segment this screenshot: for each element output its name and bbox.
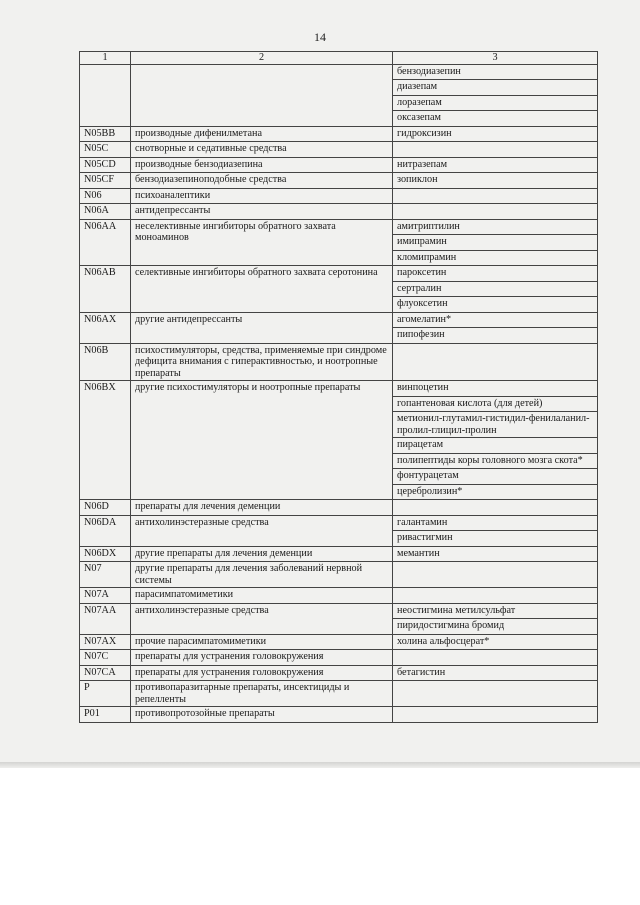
group-name-cell: селективные ингибиторы обратного захвата серотонина bbox=[131, 266, 393, 313]
atc-code-cell: N07A bbox=[80, 588, 131, 604]
atc-code-cell: N06AB bbox=[80, 266, 131, 313]
drug-name-cell: церебролизин* bbox=[393, 484, 598, 500]
drug-name-cell: гидроксизин bbox=[393, 126, 598, 142]
table-row bbox=[80, 381, 598, 397]
atc-code-cell: N05CF bbox=[80, 173, 131, 189]
table-row bbox=[80, 173, 598, 189]
group-name-cell: антидепрессанты bbox=[131, 204, 393, 220]
group-name-cell: производные бензодиазепина bbox=[131, 157, 393, 173]
atc-code-cell: N07C bbox=[80, 650, 131, 666]
table-row bbox=[80, 515, 598, 531]
atc-code-cell: N05CD bbox=[80, 157, 131, 173]
atc-code-cell bbox=[80, 64, 131, 126]
drug-name-cell bbox=[393, 650, 598, 666]
drug-name-cell: бензодиазепин bbox=[393, 64, 598, 80]
table-row bbox=[80, 500, 598, 516]
table-row bbox=[80, 64, 598, 80]
drug-name-cell: диазепам bbox=[393, 80, 598, 96]
drug-name-cell bbox=[393, 500, 598, 516]
atc-code-cell: N07CA bbox=[80, 665, 131, 681]
table-row bbox=[80, 603, 598, 619]
drug-name-cell bbox=[393, 142, 598, 158]
column-header-1: 1 bbox=[80, 52, 131, 65]
table-row bbox=[80, 204, 598, 220]
table-row bbox=[80, 219, 598, 235]
drug-name-cell: неостигмина метилсульфат bbox=[393, 603, 598, 619]
group-name-cell: другие препараты для лечения заболеваний нервной системы bbox=[131, 562, 393, 588]
atc-code-cell: N07AA bbox=[80, 603, 131, 634]
atc-code-cell: N06A bbox=[80, 204, 131, 220]
drug-name-cell: мемантин bbox=[393, 546, 598, 562]
group-name-cell: антихолинэстеразные средства bbox=[131, 515, 393, 546]
table-body bbox=[80, 64, 598, 722]
drug-name-cell: галантамин bbox=[393, 515, 598, 531]
group-name-cell bbox=[131, 64, 393, 126]
drug-name-cell: полипептиды коры головного мозга скота* bbox=[393, 453, 598, 469]
drug-name-cell: пароксетин bbox=[393, 266, 598, 282]
group-name-cell: противопротозойные препараты bbox=[131, 707, 393, 723]
table-row bbox=[80, 650, 598, 666]
table-row bbox=[80, 634, 598, 650]
drug-name-cell: пиридостигмина бромид bbox=[393, 619, 598, 635]
drug-name-cell: винпоцетин bbox=[393, 381, 598, 397]
drug-name-cell bbox=[393, 588, 598, 604]
atc-code-cell: N06B bbox=[80, 343, 131, 381]
group-name-cell: неселективные ингибиторы обратного захвата моноаминов bbox=[131, 219, 393, 266]
group-name-cell: другие психостимуляторы и ноотропные препараты bbox=[131, 381, 393, 500]
table-row bbox=[80, 142, 598, 158]
drug-name-cell: пирацетам bbox=[393, 438, 598, 454]
table-header-row bbox=[80, 52, 598, 65]
table-row bbox=[80, 546, 598, 562]
drug-name-cell: бетагистин bbox=[393, 665, 598, 681]
table-row bbox=[80, 343, 598, 381]
group-name-cell: препараты для устранения головокружения bbox=[131, 665, 393, 681]
table-row bbox=[80, 188, 598, 204]
table-row bbox=[80, 126, 598, 142]
table-row bbox=[80, 681, 598, 707]
atc-code-cell: N05C bbox=[80, 142, 131, 158]
table-row bbox=[80, 707, 598, 723]
drug-name-cell bbox=[393, 707, 598, 723]
atc-code-cell: N05BB bbox=[80, 126, 131, 142]
scan-edge bbox=[0, 762, 640, 768]
drug-name-cell: лоразепам bbox=[393, 95, 598, 111]
atc-code-cell: N06D bbox=[80, 500, 131, 516]
table-row bbox=[80, 157, 598, 173]
page-number: 14 bbox=[314, 30, 326, 44]
group-name-cell: противопаразитарные препараты, инсектициды и репелленты bbox=[131, 681, 393, 707]
drug-classification-table bbox=[79, 51, 598, 723]
group-name-cell: производные дифенилметана bbox=[131, 126, 393, 142]
atc-code-cell: P bbox=[80, 681, 131, 707]
drug-name-cell: амитриптилин bbox=[393, 219, 598, 235]
table-row bbox=[80, 588, 598, 604]
drug-name-cell: имипрамин bbox=[393, 235, 598, 251]
drug-name-cell: флуоксетин bbox=[393, 297, 598, 313]
atc-code-cell: P01 bbox=[80, 707, 131, 723]
column-header-3: 3 bbox=[393, 52, 598, 65]
atc-code-cell: N06DA bbox=[80, 515, 131, 546]
group-name-cell: другие антидепрессанты bbox=[131, 312, 393, 343]
atc-code-cell: N06 bbox=[80, 188, 131, 204]
group-name-cell: парасимпатомиметики bbox=[131, 588, 393, 604]
group-name-cell: препараты для устранения головокружения bbox=[131, 650, 393, 666]
drug-name-cell: сертралин bbox=[393, 281, 598, 297]
drug-name-cell bbox=[393, 562, 598, 588]
atc-code-cell: N07AX bbox=[80, 634, 131, 650]
group-name-cell: психостимуляторы, средства, применяемые при синдроме дефицита внимания с гиперактивностью, и ноотропные препараты bbox=[131, 343, 393, 381]
atc-code-cell: N06DX bbox=[80, 546, 131, 562]
drug-name-cell: оксазепам bbox=[393, 111, 598, 127]
atc-code-cell: N06BX bbox=[80, 381, 131, 500]
table-row bbox=[80, 312, 598, 328]
drug-name-cell bbox=[393, 188, 598, 204]
group-name-cell: прочие парасимпатомиметики bbox=[131, 634, 393, 650]
group-name-cell: психоаналептики bbox=[131, 188, 393, 204]
drug-name-cell: ривастигмин bbox=[393, 531, 598, 547]
drug-name-cell: холина альфосцерат* bbox=[393, 634, 598, 650]
drug-name-cell: метионил-глутамил-гистидил-фенилаланил-пролил-глицил-пролин bbox=[393, 412, 598, 438]
group-name-cell: антихолинэстеразные средства bbox=[131, 603, 393, 634]
drug-name-cell: нитразепам bbox=[393, 157, 598, 173]
table-row bbox=[80, 665, 598, 681]
drug-name-cell: фонтурацетам bbox=[393, 469, 598, 485]
drug-name-cell: гопантеновая кислота (для детей) bbox=[393, 396, 598, 412]
drug-name-cell: пипофезин bbox=[393, 328, 598, 344]
atc-code-cell: N07 bbox=[80, 562, 131, 588]
group-name-cell: бензодиазепиноподобные средства bbox=[131, 173, 393, 189]
drug-name-cell bbox=[393, 681, 598, 707]
drug-name-cell bbox=[393, 343, 598, 381]
group-name-cell: препараты для лечения деменции bbox=[131, 500, 393, 516]
atc-code-cell: N06AX bbox=[80, 312, 131, 343]
group-name-cell: другие препараты для лечения деменции bbox=[131, 546, 393, 562]
group-name-cell: снотворные и седативные средства bbox=[131, 142, 393, 158]
table-row bbox=[80, 562, 598, 588]
atc-code-cell: N06AA bbox=[80, 219, 131, 266]
drug-name-cell: агомелатин* bbox=[393, 312, 598, 328]
table-row bbox=[80, 266, 598, 282]
drug-name-cell: зопиклон bbox=[393, 173, 598, 189]
column-header-2: 2 bbox=[131, 52, 393, 65]
drug-name-cell: кломипрамин bbox=[393, 250, 598, 266]
drug-name-cell bbox=[393, 204, 598, 220]
